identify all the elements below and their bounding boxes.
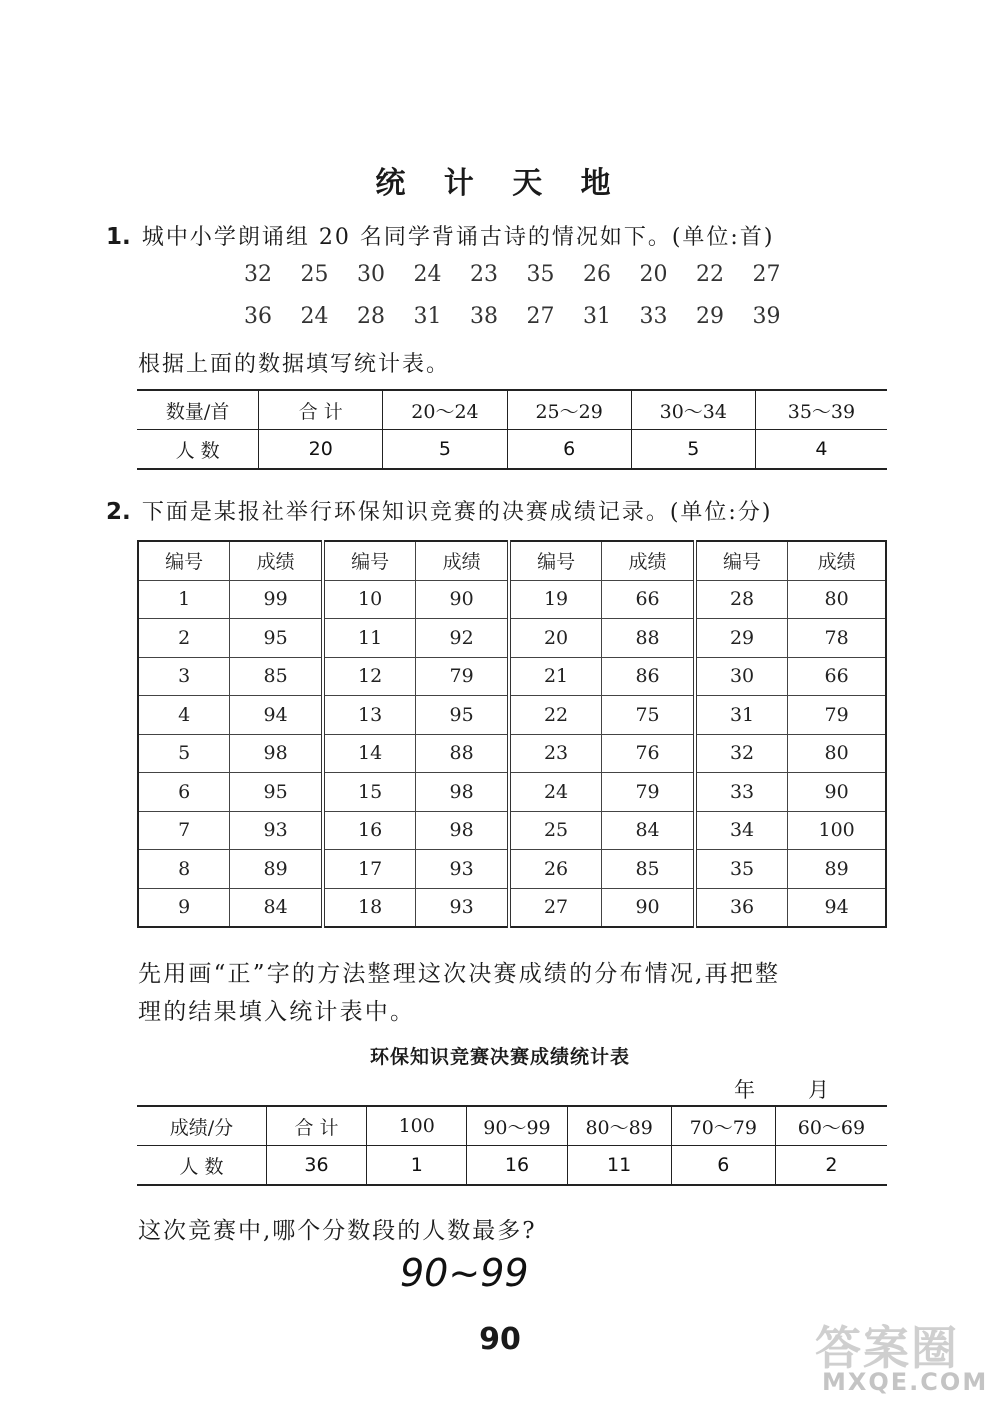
entry-id-cell: 7 xyxy=(138,811,230,850)
entry-score-cell: 80 xyxy=(788,734,886,773)
entry-id-cell: 26 xyxy=(509,850,602,889)
table-header: 编号 xyxy=(323,541,416,580)
entry-id-cell: 32 xyxy=(695,734,788,773)
score-stat-table xyxy=(137,1105,887,1186)
entry-score-cell: 94 xyxy=(788,888,886,927)
row-label: 人 数 xyxy=(137,1146,266,1186)
entry-id-cell: 9 xyxy=(138,888,230,927)
entry-score-cell: 75 xyxy=(602,696,695,735)
answer-cell[interactable]: 5 xyxy=(383,430,507,470)
entry-id-cell: 20 xyxy=(509,619,602,658)
data-value: 24 xyxy=(300,304,329,329)
data-value: 24 xyxy=(413,262,442,287)
data-value: 31 xyxy=(583,304,611,329)
data-value: 36 xyxy=(244,304,272,329)
entry-id-cell: 29 xyxy=(695,619,788,658)
answer-cell[interactable]: 11 xyxy=(567,1146,671,1186)
date-year-label: 年 xyxy=(734,1078,757,1102)
entry-id-cell: 2 xyxy=(138,619,230,658)
table-row xyxy=(138,811,886,850)
handwritten-answer[interactable]: 90~99 xyxy=(400,1251,529,1295)
entry-id-cell: 12 xyxy=(323,657,416,696)
question-1-instruction: 根据上面的数据填写统计表。 xyxy=(138,352,451,377)
data-value: 29 xyxy=(696,304,724,329)
entry-score-cell: 95 xyxy=(416,696,509,735)
entry-score-cell: 93 xyxy=(416,888,509,927)
table-header: 合 计 xyxy=(259,390,383,430)
entry-score-cell: 90 xyxy=(788,773,886,812)
entry-score-cell: 90 xyxy=(602,888,695,927)
entry-id-cell: 18 xyxy=(323,888,416,927)
watermark-logo: 答案圈 xyxy=(815,1321,959,1375)
table-header: 编号 xyxy=(138,541,230,580)
entry-score-cell: 66 xyxy=(602,580,695,619)
table-header: 90～99 xyxy=(467,1106,567,1146)
entry-id-cell: 23 xyxy=(509,734,602,773)
entry-score-cell: 98 xyxy=(416,773,509,812)
table-header: 20～24 xyxy=(383,390,507,430)
entry-score-cell: 95 xyxy=(230,773,323,812)
row-label: 人 数 xyxy=(137,430,259,470)
entry-score-cell: 80 xyxy=(788,580,886,619)
entry-id-cell: 36 xyxy=(695,888,788,927)
entry-score-cell: 84 xyxy=(602,811,695,850)
data-value: 25 xyxy=(300,262,329,287)
table-row xyxy=(138,734,886,773)
data-row-1 xyxy=(244,262,809,287)
entry-id-cell: 21 xyxy=(509,657,602,696)
entry-id-cell: 22 xyxy=(509,696,602,735)
entry-score-cell: 88 xyxy=(602,619,695,658)
data-value: 33 xyxy=(639,304,668,329)
entry-score-cell: 78 xyxy=(788,619,886,658)
question-2-followup: 这次竞赛中,哪个分数段的人数最多? xyxy=(138,1218,537,1244)
entry-id-cell: 28 xyxy=(695,580,788,619)
table-header: 成绩 xyxy=(230,541,323,580)
data-value: 27 xyxy=(752,262,781,287)
table-header: 成绩 xyxy=(416,541,509,580)
data-value: 32 xyxy=(244,262,272,287)
table-header: 数量/首 xyxy=(137,390,259,430)
entry-score-cell: 79 xyxy=(416,657,509,696)
table-header: 25～29 xyxy=(507,390,631,430)
data-value: 28 xyxy=(357,304,385,329)
entry-score-cell: 89 xyxy=(230,850,323,889)
question-2 xyxy=(106,495,772,526)
answer-cell[interactable]: 5 xyxy=(631,430,755,470)
data-row-2 xyxy=(244,304,809,329)
table-header: 70～79 xyxy=(671,1106,775,1146)
answer-cell[interactable]: 1 xyxy=(367,1146,467,1186)
entry-score-cell: 85 xyxy=(230,657,323,696)
entry-id-cell: 27 xyxy=(509,888,602,927)
entry-score-cell: 79 xyxy=(602,773,695,812)
question-2-instruction-line-1: 先用画“正”字的方法整理这次决赛成绩的分布情况,再把整 xyxy=(138,961,781,987)
table-header: 成绩 xyxy=(788,541,886,580)
entry-id-cell: 16 xyxy=(323,811,416,850)
question-1 xyxy=(106,220,774,251)
data-value: 27 xyxy=(526,304,555,329)
data-value: 30 xyxy=(357,262,385,287)
date-month-label: 月 xyxy=(808,1078,831,1102)
table-row xyxy=(138,850,886,889)
answer-cell[interactable]: 6 xyxy=(671,1146,775,1186)
table-header: 100 xyxy=(367,1106,467,1146)
table-row xyxy=(138,888,886,927)
entry-score-cell: 79 xyxy=(788,696,886,735)
question-2-number: 2. xyxy=(106,499,131,525)
data-value: 26 xyxy=(583,262,611,287)
answer-total[interactable]: 20 xyxy=(259,430,383,470)
entry-score-cell: 85 xyxy=(602,850,695,889)
data-value: 31 xyxy=(413,304,442,329)
answer-cell[interactable]: 6 xyxy=(507,430,631,470)
table-row xyxy=(138,580,886,619)
answer-cell[interactable]: 4 xyxy=(755,430,887,470)
entry-score-cell: 95 xyxy=(230,619,323,658)
entry-score-cell: 92 xyxy=(416,619,509,658)
table-row xyxy=(138,657,886,696)
data-value: 38 xyxy=(470,304,498,329)
table-header: 编号 xyxy=(509,541,602,580)
entry-score-cell: 93 xyxy=(230,811,323,850)
entry-id-cell: 11 xyxy=(323,619,416,658)
table-header: 60～69 xyxy=(775,1106,887,1146)
question-1-text: 城中小学朗诵组 20 名同学背诵古诗的情况如下。(单位:首) xyxy=(141,225,775,250)
entry-id-cell: 1 xyxy=(138,580,230,619)
stat-table-title: 环保知识竞赛决赛成绩统计表 xyxy=(369,1046,630,1068)
entry-score-cell: 100 xyxy=(788,811,886,850)
answer-cell[interactable]: 16 xyxy=(467,1146,567,1186)
entry-score-cell: 66 xyxy=(788,657,886,696)
entry-id-cell: 34 xyxy=(695,811,788,850)
entry-score-cell: 98 xyxy=(416,811,509,850)
question-2-text: 下面是某报社举行环保知识竞赛的决赛成绩记录。(单位:分) xyxy=(141,500,773,525)
answer-cell[interactable]: 2 xyxy=(775,1146,887,1186)
entry-id-cell: 33 xyxy=(695,773,788,812)
table-row xyxy=(138,773,886,812)
page-title: 统 计 天 地 xyxy=(375,166,625,201)
entry-id-cell: 10 xyxy=(323,580,416,619)
entry-id-cell: 14 xyxy=(323,734,416,773)
entry-id-cell: 30 xyxy=(695,657,788,696)
score-record-table xyxy=(137,540,887,928)
table-header: 80～89 xyxy=(567,1106,671,1146)
entry-score-cell: 98 xyxy=(230,734,323,773)
entry-score-cell: 88 xyxy=(416,734,509,773)
entry-id-cell: 13 xyxy=(323,696,416,735)
data-value: 22 xyxy=(696,262,724,287)
question-2-instruction-line-2: 理的结果填入统计表中。 xyxy=(138,999,416,1025)
table-header: 35～39 xyxy=(755,390,887,430)
entry-score-cell: 90 xyxy=(416,580,509,619)
entry-id-cell: 24 xyxy=(509,773,602,812)
table-header: 成绩/分 xyxy=(137,1106,266,1146)
question-1-stat-table xyxy=(137,389,887,470)
watermark-url: MXQE.COM xyxy=(822,1368,989,1396)
entry-id-cell: 31 xyxy=(695,696,788,735)
entry-score-cell: 99 xyxy=(230,580,323,619)
question-1-number: 1. xyxy=(106,224,131,250)
answer-total[interactable]: 36 xyxy=(266,1146,366,1186)
data-value: 20 xyxy=(639,262,668,287)
entry-id-cell: 17 xyxy=(323,850,416,889)
table-header: 合 计 xyxy=(266,1106,366,1146)
entry-id-cell: 3 xyxy=(138,657,230,696)
entry-id-cell: 8 xyxy=(138,850,230,889)
entry-id-cell: 6 xyxy=(138,773,230,812)
table-row xyxy=(138,619,886,658)
entry-id-cell: 15 xyxy=(323,773,416,812)
entry-id-cell: 19 xyxy=(509,580,602,619)
entry-score-cell: 86 xyxy=(602,657,695,696)
page-number: 90 xyxy=(479,1322,521,1357)
table-header: 成绩 xyxy=(602,541,695,580)
table-row xyxy=(138,696,886,735)
entry-score-cell: 76 xyxy=(602,734,695,773)
entry-id-cell: 4 xyxy=(138,696,230,735)
data-value: 35 xyxy=(526,262,555,287)
data-value: 23 xyxy=(470,262,498,287)
table-header: 编号 xyxy=(695,541,788,580)
entry-id-cell: 5 xyxy=(138,734,230,773)
entry-score-cell: 93 xyxy=(416,850,509,889)
entry-score-cell: 94 xyxy=(230,696,323,735)
entry-score-cell: 84 xyxy=(230,888,323,927)
entry-id-cell: 35 xyxy=(695,850,788,889)
data-value: 39 xyxy=(752,304,781,329)
table-header: 30～34 xyxy=(631,390,755,430)
entry-id-cell: 25 xyxy=(509,811,602,850)
entry-score-cell: 89 xyxy=(788,850,886,889)
